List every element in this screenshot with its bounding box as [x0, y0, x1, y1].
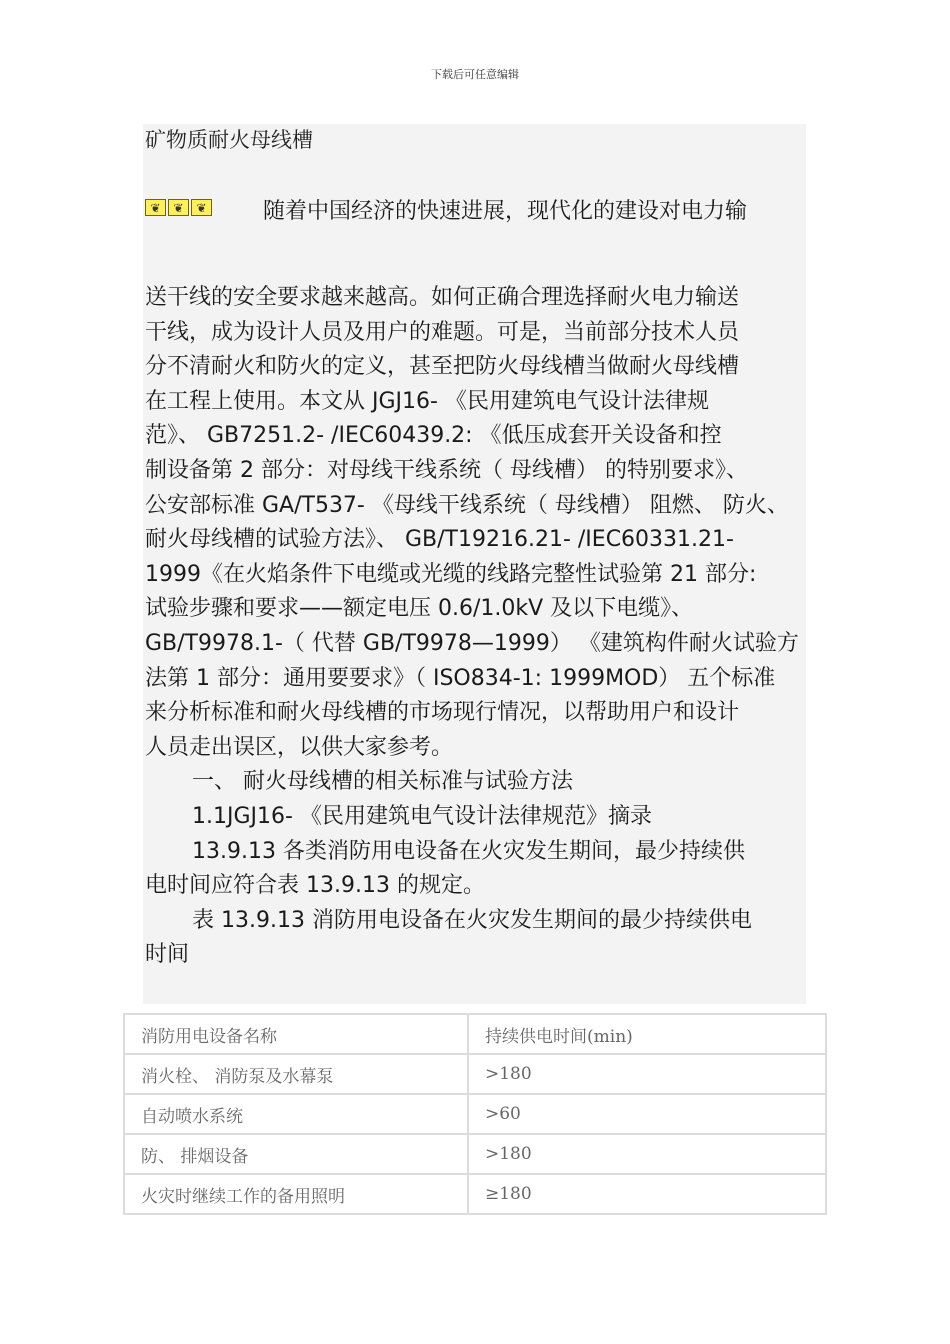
table-caption: 时间	[145, 942, 190, 968]
table-header-cell: 消防用电设备名称	[124, 1014, 468, 1054]
table-cell: ≥180	[468, 1174, 826, 1214]
body-line: 范》、 GB7251.2- /IEC60439.2: 《低压成套开关设备和控	[145, 423, 722, 449]
file-icon: ❦	[145, 199, 166, 216]
power-duration-table	[123, 1013, 827, 1215]
header-note: 下载后可任意编辑	[431, 68, 519, 81]
table-row	[124, 1134, 826, 1174]
clause-line: 电时间应符合表 13.9.13 的规定。	[145, 873, 485, 899]
body-line: 来分析标准和耐火母线槽的市场现行情况，以帮助用户和设计	[145, 700, 740, 726]
file-icon: ❦	[168, 199, 189, 216]
table-cell: >60	[468, 1094, 826, 1134]
table-header-cell: 持续供电时间(min)	[468, 1014, 826, 1054]
section-heading: 一、 耐火母线槽的相关标准与试验方法	[192, 769, 573, 795]
intro-line: 随着中国经济的快速进展，现代化的建设对电力输	[263, 199, 748, 224]
icon-row	[145, 199, 212, 218]
body-line: 耐火母线槽的试验方法》、 GB/T19216.21- /IEC60331.21-	[145, 527, 734, 553]
document-title: 矿物质耐火母线槽	[145, 128, 313, 152]
body-line: 干线，成为设计人员及用户的难题。可是，当前部分技术人员	[145, 319, 740, 345]
body-text	[145, 281, 835, 973]
body-line: 法第 1 部分：通用要要求》（ ISO834-1: 1999MOD） 五个标准	[145, 665, 776, 691]
table-cell: >180	[468, 1134, 826, 1174]
table-cell: >180	[468, 1054, 826, 1094]
table-row	[124, 1094, 826, 1134]
body-line: 公安部标准 GA/T537- 《母线干线系统（ 母线槽） 阻燃、 防火、	[145, 492, 789, 518]
table-cell: 防、 排烟设备	[124, 1134, 468, 1174]
body-line: 在工程上使用。本文从 JGJ16- 《民用建筑电气设计法律规	[145, 388, 709, 414]
body-line: 人员走出误区，以供大家参考。	[145, 734, 454, 760]
table-caption: 表 13.9.13 消防用电设备在火灾发生期间的最少持续供电	[192, 907, 752, 933]
table-cell: 自动喷水系统	[124, 1094, 468, 1134]
body-line: 试验步骤和要求——额定电压 0.6/1.0kV 及以下电缆》、	[145, 596, 694, 622]
body-line: 分不清耐火和防火的定义，甚至把防火母线槽当做耐火母线槽	[145, 354, 740, 380]
body-line: GB/T9978.1-（ 代替 GB/T9978—1999） 《建筑构件耐火试验方	[145, 630, 799, 656]
subsection-heading: 1.1JGJ16- 《民用建筑电气设计法律规范》摘录	[192, 803, 652, 829]
table-row	[124, 1174, 826, 1214]
clause-line: 13.9.13 各类消防用电设备在火灾发生期间，最少持续供	[192, 838, 745, 864]
table-header-row	[124, 1014, 826, 1054]
body-line: 送干线的安全要求越来越高。如何正确合理选择耐火电力输送	[145, 285, 740, 310]
body-line: 1999《在火焰条件下电缆或光缆的线路完整性试验第 21 部分:	[145, 561, 757, 587]
table-cell: 消火栓、 消防泵及水幕泵	[124, 1054, 468, 1094]
table-cell: 火灾时继续工作的备用照明	[124, 1174, 468, 1214]
body-line: 制设备第 2 部分：对母线干线系统（ 母线槽） 的特别要求》、	[145, 457, 748, 483]
file-icon: ❦	[191, 199, 212, 216]
table-row	[124, 1054, 826, 1094]
